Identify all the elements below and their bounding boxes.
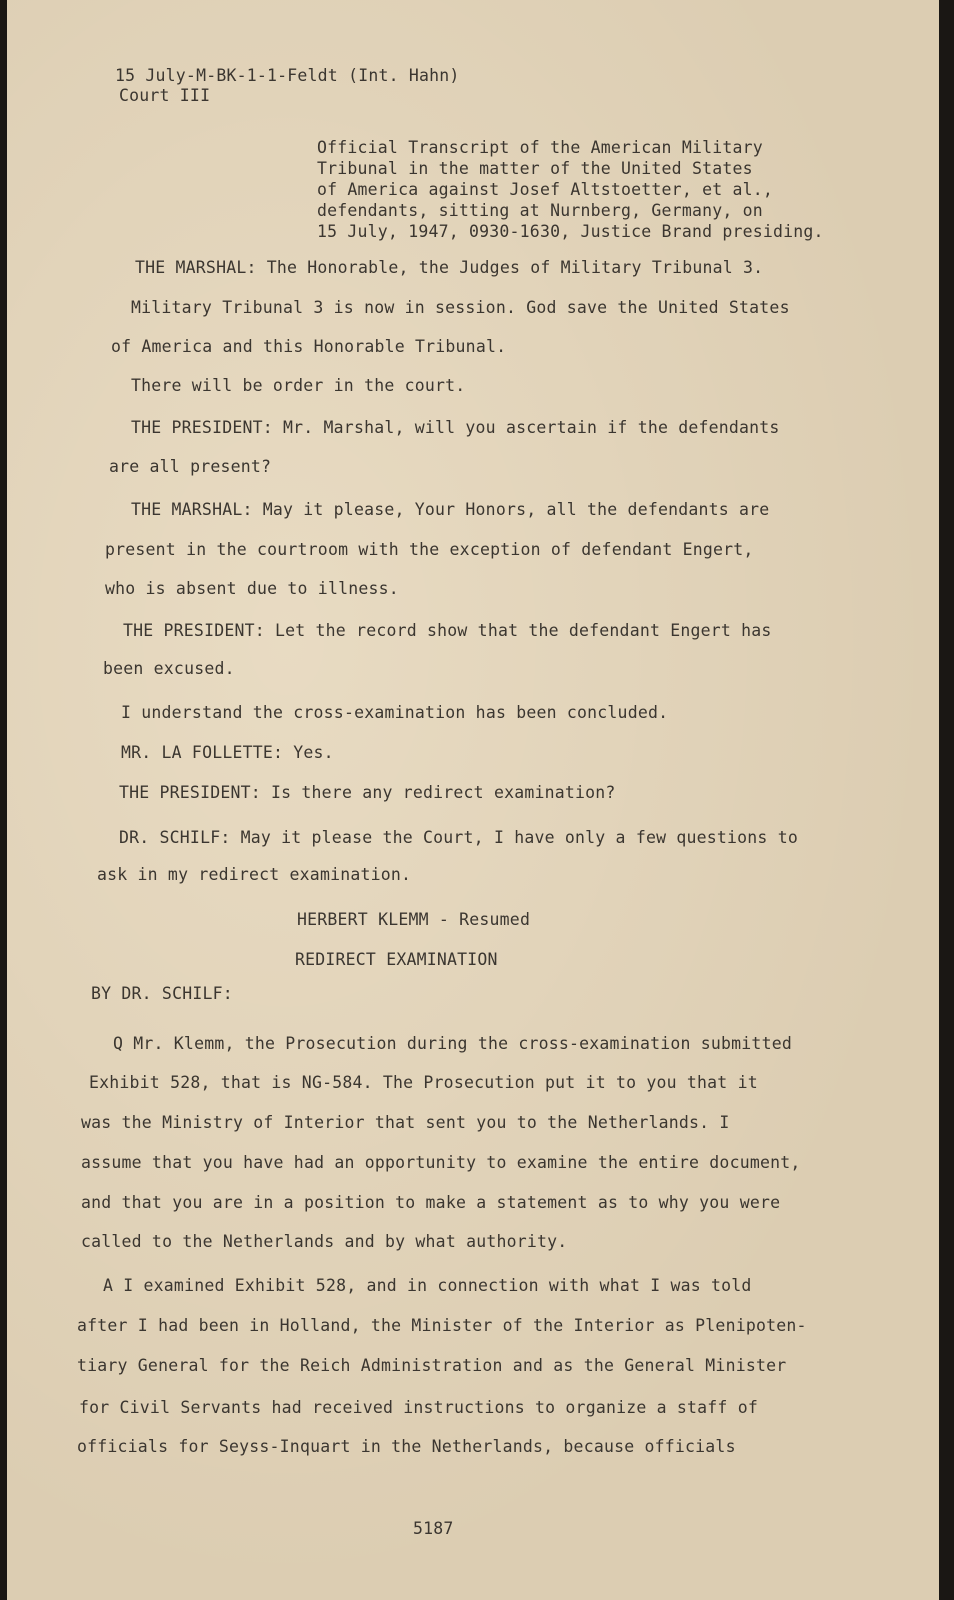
caption-line: Official Transcript of the American Military [317,138,763,157]
page-number: 5187 [413,1519,454,1538]
body-line: ask in my redirect examination. [97,865,412,884]
caption-line: 15 July, 1947, 0930-1630, Justice Brand presiding. [317,222,824,241]
body-line: I understand the cross-examination has been concluded. [121,703,669,722]
body-line: Exhibit 528, that is NG-584. The Prosecution put it to you that it [89,1073,758,1092]
witness-heading: HERBERT KLEMM - Resumed [297,910,531,929]
body-line: THE MARSHAL: The Honorable, the Judges of Military Tribunal 3. [135,258,764,277]
body-line: been excused. [103,659,235,678]
body-line: A I examined Exhibit 528, and in connection with what I was told [103,1276,752,1295]
caption-line: Tribunal in the matter of the United States [317,159,753,178]
body-line: are all present? [109,457,272,476]
examiner-heading: BY DR. SCHILF: [91,984,233,1003]
body-line: THE PRESIDENT: Is there any redirect examination? [119,783,616,802]
body-line: MR. LA FOLLETTE: Yes. [121,743,334,762]
header-court: Court III [119,86,211,105]
transcript-page [7,0,939,1600]
body-line: assume that you have had an opportunity to examine the entire document, [81,1153,801,1172]
body-line: officials for Seyss-Inquart in the Netherlands, because officials [77,1437,736,1456]
body-line: called to the Netherlands and by what authority. [81,1232,568,1251]
body-line: after I had been in Holland, the Minister of the Interior as Plenipoten- [77,1316,807,1335]
body-line: There will be order in the court. [131,376,466,395]
body-line: THE PRESIDENT: Mr. Marshal, will you ascertain if the defendants [131,418,780,437]
body-line: THE PRESIDENT: Let the record show that the defendant Engert has [123,621,772,640]
body-line: and that you are in a position to make a statement as to why you were [81,1193,781,1212]
examination-heading: REDIRECT EXAMINATION [295,950,498,969]
body-line: THE MARSHAL: May it please, Your Honors, all the defendants are [131,500,770,519]
caption-line: of America against Josef Altstoetter, et al., [317,180,774,199]
body-line: Q Mr. Klemm, the Prosecution during the cross-examination submitted [113,1034,792,1053]
body-line: who is absent due to illness. [105,579,399,598]
body-line: for Civil Servants had received instructions to organize a staff of [79,1398,758,1417]
body-line: tiary General for the Reich Administration and as the General Minister [77,1356,787,1375]
body-line: DR. SCHILF: May it please the Court, I have only a few questions to [119,828,798,847]
body-line: present in the courtroom with the exception of defendant Engert, [105,540,754,559]
body-line: of America and this Honorable Tribunal. [111,337,507,356]
caption-line: defendants, sitting at Nurnberg, Germany, on [317,201,763,220]
body-line: Military Tribunal 3 is now in session. God save the United States [131,298,790,317]
body-line: was the Ministry of Interior that sent you to the Netherlands. I [81,1113,730,1132]
header-reference: 15 July-M-BK-1-1-Feldt (Int. Hahn) [115,66,460,85]
